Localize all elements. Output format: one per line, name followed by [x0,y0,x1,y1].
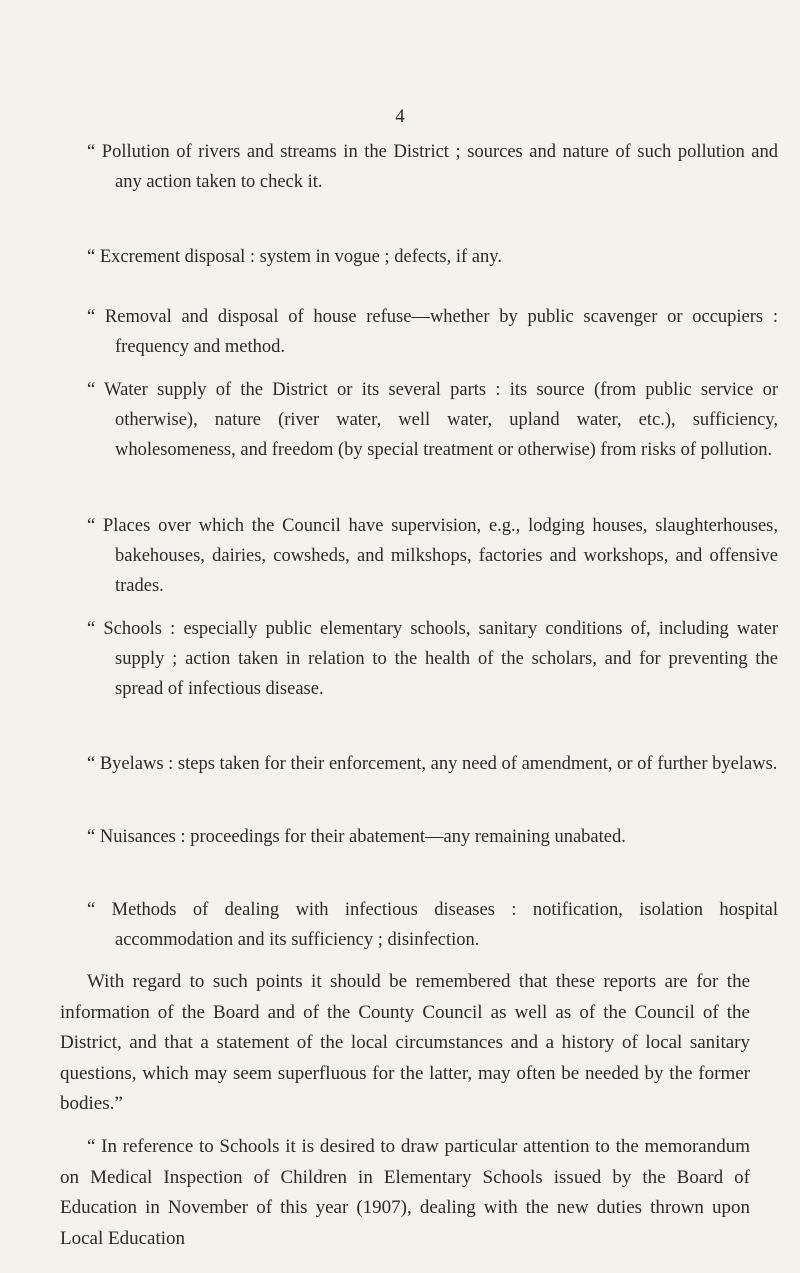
item-water-supply: “ Water supply of the District or its several parts : its source (from public service or otherwise), nature (river water, well water, upland water, etc.), sufficiency, wholesomeness, and freedom (by special treatment or otherwise) from risks of pollution. [87,380,778,460]
page-number: 4 [395,106,405,127]
item-schools: “ Schools : especially public elementary schools, sanitary conditions of, including water supply ; action taken in relation to the health of the scholars, and for preventing the spread of infectious disease. [87,619,778,699]
paragraph-regard: With regard to such points it should be remembered that these reports are for the information of the Board and of the County Council as well as of the Council of the District, and that a statement of the local circumstances and a history of local sanitary questions, which may seem superfluous for the latter, may often be needed by the former bodies.” [60,971,750,1114]
item-refuse-removal: “ Removal and disposal of house refuse—whether by public scavenger or occupiers : frequency and method. [87,307,778,357]
item-infectious-diseases: “ Methods of dealing with infectious diseases : notification, isolation hospital accommodation and its sufficiency ; disinfection. [87,900,778,950]
item-excrement-disposal: “ Excrement disposal : system in vogue ; defects, if any. [87,247,502,267]
item-supervised-places: “ Places over which the Council have supervision, e.g., lodging houses, slaughterhouses, bakehouses, dairies, cowsheds, and milkshops, factories and workshops, and offensive trades. [87,516,778,596]
item-byelaws: “ Byelaws : steps taken for their enforcement, any need of amendment, or of further byelaws. [87,754,778,774]
paragraph-schools-reference: “ In reference to Schools it is desired to draw particular attention to the memorandum on Medical Inspection of Children in Elementary Schools issued by the Board of Education in November of this year (1907), dealing with the new duties thrown upon Local Education [60,1136,750,1249]
item-nuisances: “ Nuisances : proceedings for their abatement—any remaining unabated. [87,827,626,847]
item-river-pollution: “ Pollution of rivers and streams in the District ; sources and nature of such pollution and any action taken to check it. [87,142,778,192]
